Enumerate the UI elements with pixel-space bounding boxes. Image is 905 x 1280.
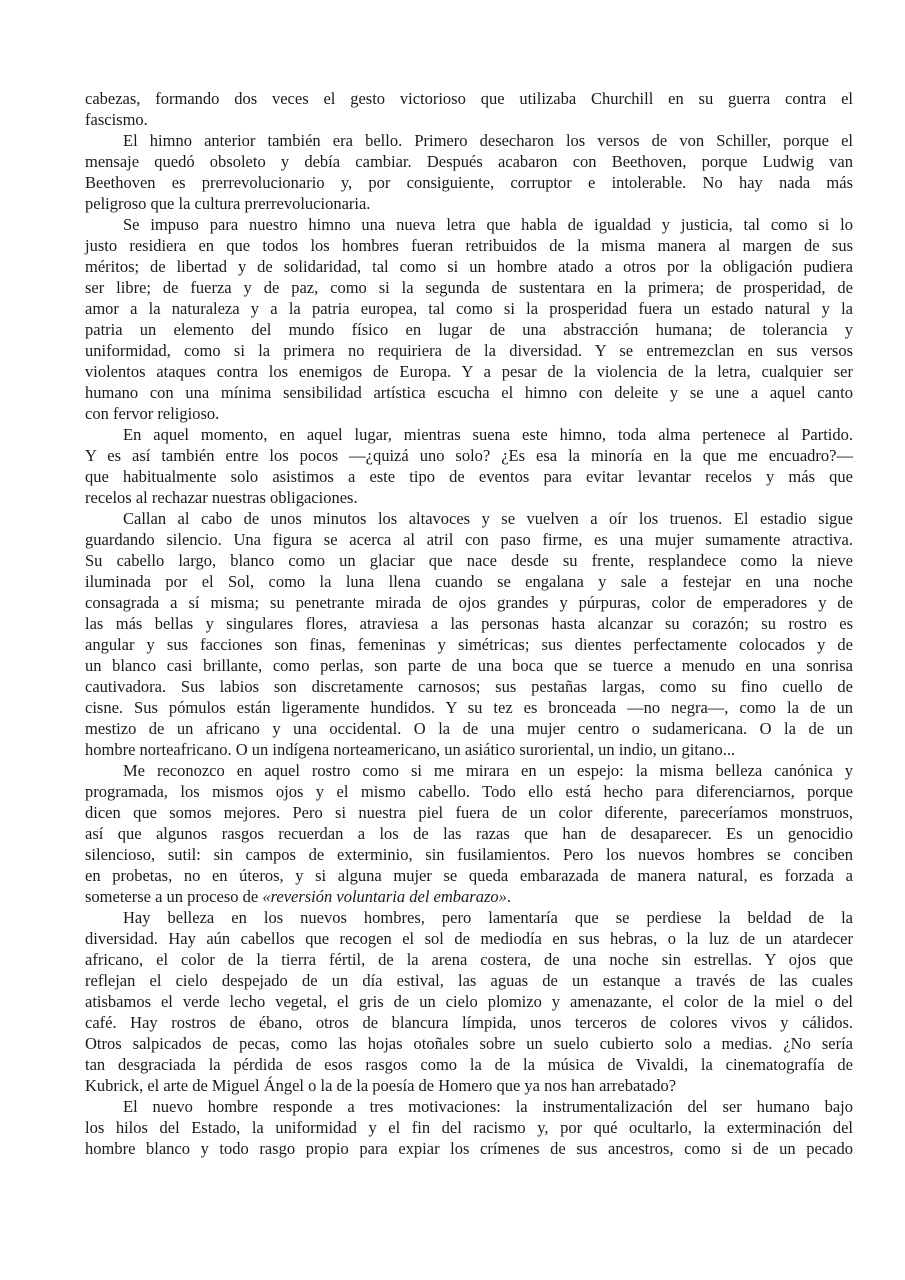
text-line: que habitualmente solo asistimos a este tipo de eventos para evitar levantar recelos y más que bbox=[85, 467, 853, 486]
text-line: iluminada por el Sol, como la luna llena cuando se engalana y sale a festejar en una noche bbox=[85, 572, 853, 591]
text-line: Y es así también entre los pocos —¿quizá uno solo? ¿Es esa la minoría en la que me encuadro?— bbox=[85, 446, 853, 465]
text-line: hombre norteafricano. O un indígena norteamericano, un asiático suroriental, un indio, un gitano... bbox=[85, 740, 736, 759]
paragraph bbox=[85, 214, 853, 424]
text-line: consagrada a sí misma; su penetrante mirada de ojos grandes y púrpuras, color de emperadores y de bbox=[85, 593, 853, 612]
text-line: ser libre; de fuerza y de paz, como si la segunda de sustentara en la primera; de prosperidad, de bbox=[85, 278, 853, 297]
text-line: amor a la naturaleza y a la patria europea, tal como si la prosperidad fuera un estado natural y la bbox=[85, 299, 853, 318]
text-line: El himno anterior también era bello. Primero desecharon los versos de von Schiller, porque el bbox=[123, 131, 853, 150]
italic-phrase: «reversión voluntaria del embarazo» bbox=[262, 887, 507, 906]
paragraph bbox=[85, 130, 853, 214]
text-line: guardando silencio. Una figura se acerca al atril con paso firme, es una mujer sumamente atractiva. bbox=[85, 530, 853, 549]
text-line: En aquel momento, en aquel lugar, mientras suena este himno, toda alma pertenece al Partido. bbox=[123, 425, 853, 444]
text-line: justo residiera en que todos los hombres fueran retribuidos de la misma manera al margen de sus bbox=[85, 236, 853, 255]
text-line: cabezas, formando dos veces el gesto victorioso que utilizaba Churchill en su guerra contra el bbox=[85, 89, 853, 108]
text-line: programada, los mismos ojos y el mismo cabello. Todo ello está hecho para diferenciarnos, porque bbox=[85, 782, 853, 801]
text-line: patria un elemento del mundo físico en lugar de una abstracción humana; de tolerancia y bbox=[85, 320, 853, 339]
text-line: fascismo. bbox=[85, 110, 148, 129]
text-line: Se impuso para nuestro himno una nueva letra que habla de igualdad y justicia, tal como si lo bbox=[123, 215, 853, 234]
text-block bbox=[85, 88, 853, 1159]
paragraph bbox=[85, 88, 853, 130]
text-line: Hay belleza en los nuevos hombres, pero lamentaría que se perdiese la beldad de la bbox=[123, 908, 853, 927]
text-line: cautivadora. Sus labios son discretamente carnosos; sus pestañas largas, como su fino cuello de bbox=[85, 677, 853, 696]
text-line: mestizo de un africano y una occidental. O la de una mujer centro o sudamericana. O la de un bbox=[85, 719, 853, 738]
paragraph bbox=[85, 508, 853, 760]
text-line: café. Hay rostros de ébano, otros de blancura límpida, unos terceros de colores vivos y cálidos. bbox=[85, 1013, 853, 1032]
text-line: cisne. Sus pómulos están ligeramente hundidos. Y su tez es bronceada —no negra—, como la de un bbox=[85, 698, 853, 717]
text-line: en probetas, no en úteros, y si alguna mujer se queda embarazada de manera natural, es forzada a bbox=[85, 866, 853, 885]
text-line: africano, el color de la tierra fértil, de la arena costera, de una noche sin estrellas. Y ojos que bbox=[85, 950, 853, 969]
text-line: mensaje quedó obsoleto y debía cambiar. Después acabaron con Beethoven, porque Ludwig van bbox=[85, 152, 853, 171]
text-line: los hilos del Estado, la uniformidad y el fin del racismo y, por qué ocultarlo, la exterminación del bbox=[85, 1118, 853, 1137]
text-line: Kubrick, el arte de Miguel Ángel o la de la poesía de Homero que ya nos han arrebatado? bbox=[85, 1076, 677, 1095]
text-line: así que algunos rasgos recuerdan a los de las razas que han de desaparecer. Es un genocidio bbox=[85, 824, 853, 843]
text-line: reflejan el cielo despejado de un día estival, las aguas de un estanque a través de las cuales bbox=[85, 971, 853, 990]
text-line: humano con una mínima sensibilidad artística escucha el himno con deleite y se une a aquel canto bbox=[85, 383, 853, 402]
text-line: violentos ataques contra los enemigos de Europa. Y a pesar de la violencia de la letra, cualquier ser bbox=[85, 362, 853, 381]
paragraph bbox=[85, 424, 853, 508]
text-line: las más bellas y singulares flores, atraviesa a las personas hasta alcanzar su corazón; su rostro es bbox=[85, 614, 853, 633]
text-line: Su cabello largo, blanco como un glaciar que nace desde su frente, resplandece como la nieve bbox=[85, 551, 853, 570]
text-line: un blanco casi brillante, como perlas, son parte de una boca que se tuerce a menudo en una sonrisa bbox=[85, 656, 853, 675]
text-line: Otros salpicados de pecas, como las hojas otoñales sobre un suelo cubierto solo a medias. ¿No sería bbox=[85, 1034, 853, 1053]
text-line: con fervor religioso. bbox=[85, 404, 220, 423]
paragraph bbox=[85, 1096, 853, 1159]
text-line: atisbamos el verde lecho vegetal, el gris de un cielo plomizo y amenazante, el color de la miel o del bbox=[85, 992, 853, 1011]
text-line: Beethoven es prerrevolucionario y, por consiguiente, corruptor e intolerable. No hay nada más bbox=[85, 173, 853, 192]
paragraph bbox=[85, 907, 853, 1096]
text-line: méritos; de libertad y de solidaridad, tal como si un hombre atado a otros por la obligación pudiera bbox=[85, 257, 853, 276]
text-line: Me reconozco en aquel rostro como si me mirara en un espejo: la misma belleza canónica y bbox=[123, 761, 853, 780]
text-line: tan desgraciada la pérdida de esos rasgos como la de la música de Vivaldi, la cinematografía de bbox=[85, 1055, 853, 1074]
text-line: El nuevo hombre responde a tres motivaciones: la instrumentalización del ser humano bajo bbox=[123, 1097, 853, 1116]
text-line: someterse a un proceso de «reversión voluntaria del embarazo». bbox=[85, 887, 512, 906]
text-line: hombre blanco y todo rasgo propio para expiar los crímenes de sus ancestros, como si de un pecado bbox=[85, 1139, 853, 1158]
text-line: silencioso, sutil: sin campos de exterminio, sin fusilamientos. Pero los nuevos hombres se conciben bbox=[85, 845, 853, 864]
text-line: dicen que somos mejores. Pero si nuestra piel fuera de un color diferente, pareceríamos monstruos, bbox=[85, 803, 853, 822]
paragraph bbox=[85, 760, 853, 907]
text-line: Callan al cabo de unos minutos los altavoces y se vuelven a oír los truenos. El estadio sigue bbox=[123, 509, 853, 528]
text-line: uniformidad, como si la primera no requiriera de la diversidad. Y se entremezclan en sus versos bbox=[85, 341, 853, 360]
text-line: peligroso que la cultura prerrevolucionaria. bbox=[85, 194, 371, 213]
text-line: angular y sus facciones son finas, femeninas y simétricas; sus dientes perfectamente colocados y de bbox=[85, 635, 853, 654]
text-line: diversidad. Hay aún cabellos que recogen el sol de mediodía en sus hebras, o la luz de un atardecer bbox=[85, 929, 853, 948]
text-line: recelos al rechazar nuestras obligaciones. bbox=[85, 488, 358, 507]
